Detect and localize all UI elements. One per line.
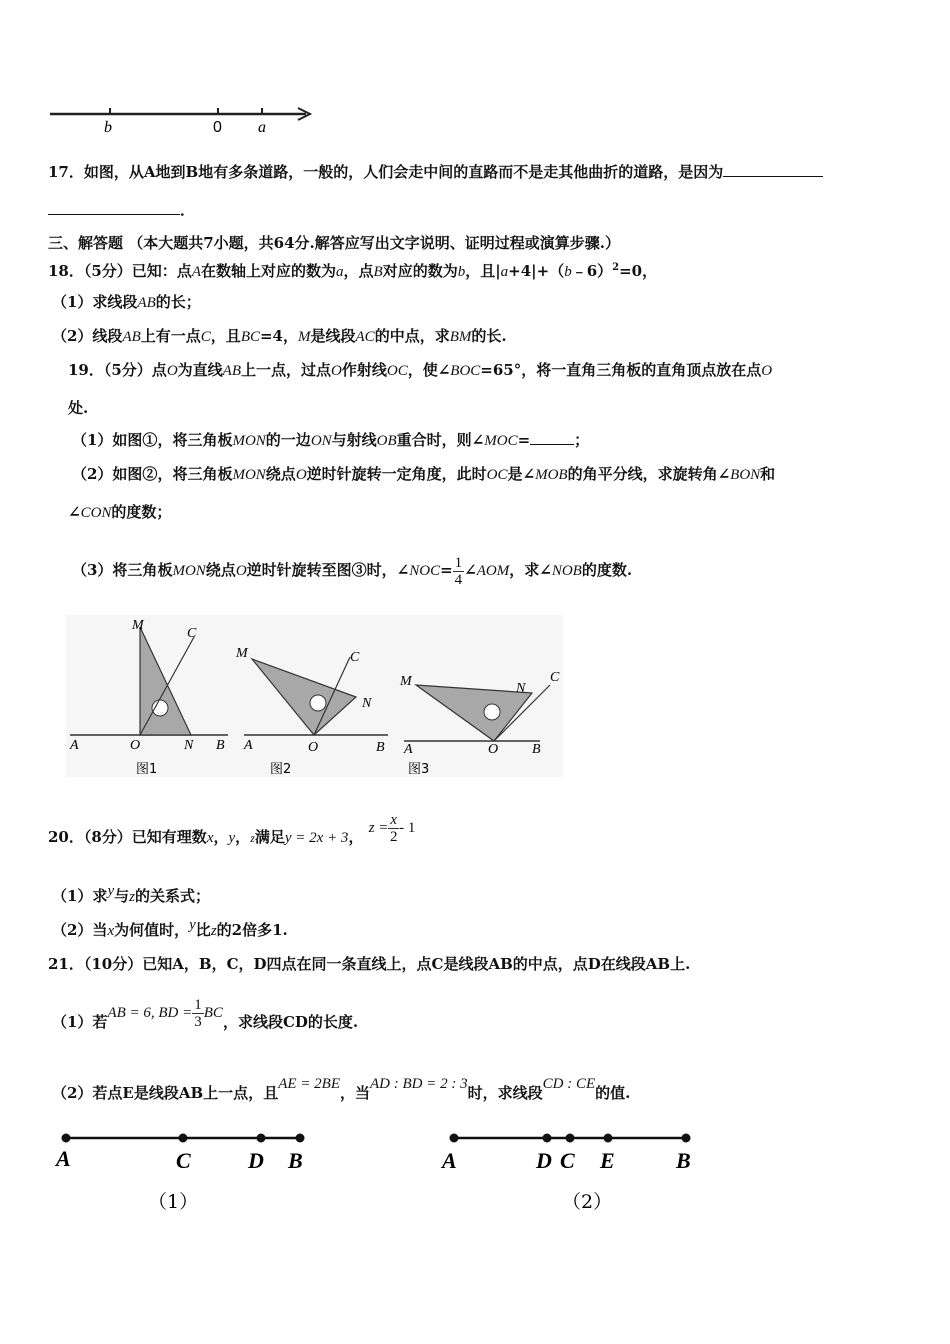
fig3-caption: 图3 — [408, 762, 430, 777]
q20-equation-1: y = 2x + 3 — [284, 830, 349, 846]
fig3-label-O: O — [488, 742, 499, 757]
fig1-label-O: O — [130, 738, 141, 753]
fig3-label-M: M — [400, 674, 412, 689]
fig3-label-A: A — [404, 742, 413, 757]
q20-part1: （1）求y与z的关系式； — [52, 883, 210, 905]
q17-body: 17．如图，从A地到B地有多条道路，一般的，人们会走中间的直路而不是走其他曲折的道路，是因为 — [48, 163, 724, 181]
q17-text-line2: ． — [48, 200, 195, 220]
fig2-caption: 图2 — [270, 762, 292, 777]
fig2-label-M: M — [236, 646, 248, 661]
q20-stem: 20．（8分）已知有理数x，y，z满足y = 2x + 3， z = $\frac{x}{2}$ - 1 — [48, 812, 416, 846]
q19-stem-line2: 处. — [68, 399, 89, 417]
fig3-label-C: C — [550, 670, 560, 685]
q19-part3: （3）将三角板MON绕点O逆时针旋转至图③时，∠NOC= $\frac{1}{4}$ ∠AOM，求∠NOB的度数. — [72, 554, 633, 588]
section-3-title: 三、解答题 （本大题共7小题，共64分.解答应写出文字说明、证明过程或演算步骤.） — [48, 234, 620, 252]
fig1-label-M: M — [132, 618, 144, 633]
q17-text — [48, 162, 823, 182]
fig-1-label-B: B — [288, 1148, 303, 1173]
q21-figure-1 — [50, 1128, 320, 1218]
fig1-label-A: A — [70, 738, 79, 753]
fig-2-label-E: E — [600, 1148, 615, 1173]
fig-1-label-C: C — [176, 1148, 191, 1173]
fig-2-caption: （2） — [562, 1191, 613, 1213]
fig2-label-N: N — [362, 696, 372, 711]
q19-part2-line2: ∠CON的度数； — [68, 503, 172, 521]
fig2-label-B: B — [376, 740, 385, 755]
q20-part2: （2）当x为何值时，y比z的2倍多1. — [52, 917, 288, 939]
fig3-label-N: N — [516, 681, 526, 696]
fig1-label-C: C — [187, 626, 197, 641]
fig-2-label-C: C — [560, 1148, 575, 1173]
q19-answer-blank — [530, 430, 574, 445]
q19-fraction: $\frac{1}{4}$ — [454, 554, 463, 588]
fig1-caption: 图1 — [136, 762, 158, 777]
q18-stem: 18．（5分）已知：点A在数轴上对应的数为a，点B对应的数为b，且|a+4|+（b﹣6）$^2$=0， — [48, 262, 658, 280]
q18-part1: （1）求线段AB的长； — [52, 293, 201, 311]
q19-stem: 19．（5分）点O为直线AB上一点，过点O作射线OC，使∠BOC=65°，将一直角三角板的直角顶点放在点O — [68, 361, 773, 379]
fig-2-label-D: D — [536, 1148, 552, 1173]
q21-figure-2 — [440, 1128, 710, 1218]
q21-stem: 21．（10分）已知A，B，C，D四点在同一条直线上，点C是线段AB的中点，点D在线段AB上. — [48, 955, 691, 973]
q17-answer-blank-1 — [723, 162, 823, 177]
fig-2-label-B: B — [676, 1148, 691, 1173]
numberline-label-b: b — [104, 119, 112, 136]
fig2-label-C: C — [350, 650, 360, 665]
fig-1-label-D: D — [248, 1148, 264, 1173]
q19-figures — [66, 615, 566, 780]
fig1-label-N: N — [184, 738, 194, 753]
q21-equation-1: AB = 6, BD = $\frac{1}{3}$ BC — [107, 997, 223, 1031]
q21-part2: （2）若点E是线段AB上一点，且AE = 2BE，当AD : BD = 2 : 3时，求线段CD : CE的值. — [52, 1076, 631, 1102]
fig2-label-O: O — [308, 740, 319, 755]
numberline-label-a: a — [258, 119, 266, 136]
q20-equation-2: z = $\frac{x}{2}$ - 1 — [368, 812, 416, 846]
numberline-label-0: 0 — [213, 119, 222, 136]
fig-2-label-A: A — [442, 1148, 457, 1173]
number-line-figure — [48, 100, 318, 140]
fig2-label-A: A — [244, 738, 253, 753]
q19-part1: （1）如图①，将三角板MON的一边ON与射线OB重合时，则∠MOC= ； — [72, 431, 590, 449]
q18-part2: （2）线段AB上有一点C，且BC=4，M是线段AC的中点，求BM的长. — [52, 327, 507, 345]
fig3-label-B: B — [532, 742, 541, 757]
q17-answer-blank-2 — [48, 200, 180, 215]
q19-part2: （2）如图②，将三角板MON绕点O逆时针旋转一定角度，此时OC是∠MOB的角平分线，求旋转角∠BON和 — [72, 465, 776, 483]
fig1-label-B: B — [216, 738, 225, 753]
fig-1-label-A: A — [56, 1146, 71, 1171]
q21-part1: （1）若AB = 6, BD = $\frac{1}{3}$ BC，求线段CD的长度. — [52, 997, 359, 1031]
fig-1-caption: （1） — [148, 1191, 199, 1213]
